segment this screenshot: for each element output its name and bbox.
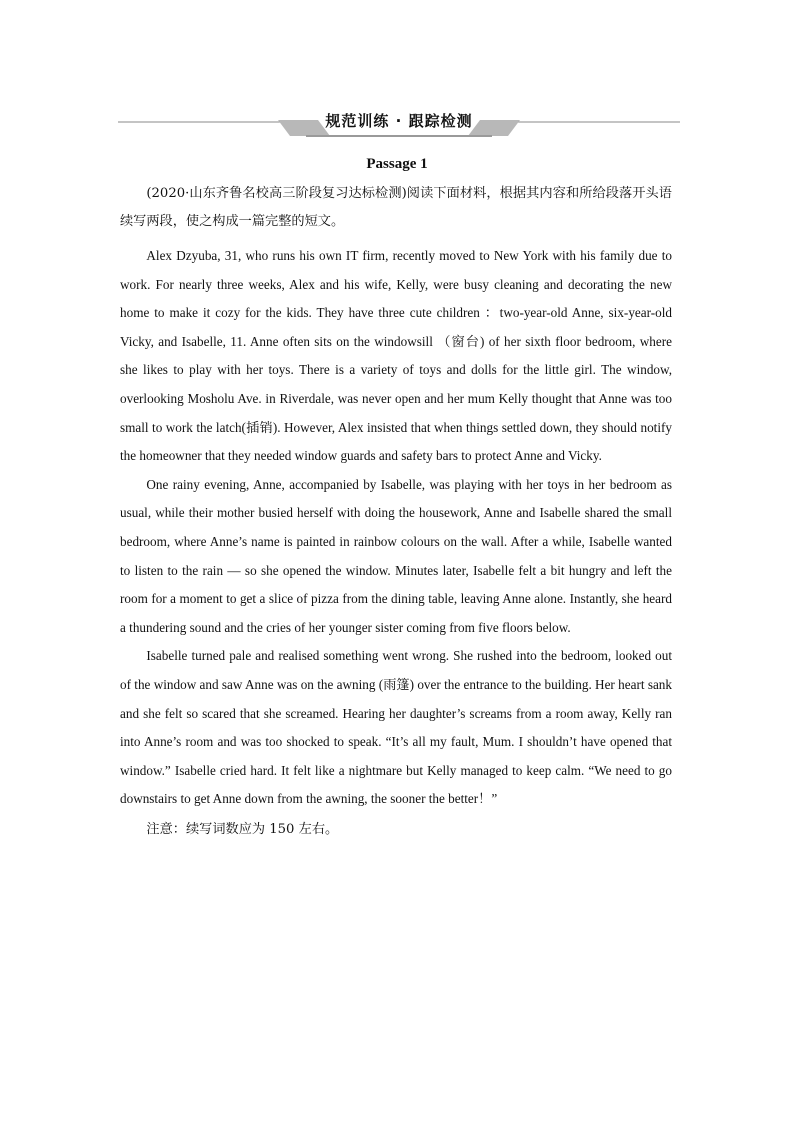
- page-header: [118, 104, 680, 140]
- passage-title: Passage 1: [366, 156, 428, 172]
- passage-paragraph-3: Isabelle turned pale and realised something went wrong. She rushed into the bedroom, looked out of the window and saw Anne was on the awning (雨篷) over the entrance to the building. Her heart sank and she felt so scared that she screamed. Hearing her daughter’s screams from a room away, Kelly ran into Anne’s room and was too shocked to speak. “It’s all my fault, Mum. I shouldn’t have opened that window.” Isabelle cried hard. It felt like a nightmare but Kelly managed to keep calm. “We need to go downstairs to get Anne down from the awning, the sooner the better！”: [120, 648, 672, 807]
- passage-content: [120, 180, 672, 844]
- passage-paragraph-1: Alex Dzyuba, 31, who runs his own IT firm, recently moved to New York with his family due to work. For nearly three weeks, Alex and his wife, Kelly, were busy cleaning and decorating the new home to make it cozy for the kids. They have three cute children ：two-year-old Anne, six-year-old Vicky, and Isabelle, 11. Anne often sits on the windowsill （窗台) of her sixth floor bedroom, where she likes to play with her toys. There is a variety of toys and dolls for the little girl. The window, overlooking Mosholu Ave. in Riverdale, was never open and her mum Kelly thought that Anne was too small to work the latch(插销). However, Alex insisted that when things settled down, they should notify the homeowner that they needed window guards and safety bars to protect Anne and Vicky.: [120, 248, 672, 464]
- header-title: 规范训练 · 跟踪检测: [325, 112, 473, 130]
- passage-paragraph-2: One rainy evening, Anne, accompanied by Isabelle, was playing with her toys in her bedroom as usual, while their mother busied herself with doing the housework, Anne and Isabelle shared the small bedroom, where Anne’s name is painted in rainbow colours on the wall. After a while, Isabelle wanted to listen to the rain — so she opened the window. Minutes later, Isabelle felt a bit hungry and left the room for a moment to get a slice of pizza from the dining table, leaving Anne alone. Instantly, she heard a thundering sound and the cries of her younger sister coming from five floors below.: [120, 476, 672, 635]
- word-count-note: 注意：续写词数应为 150 左右。: [146, 821, 339, 837]
- instruction-text: (2020·山东齐鲁名校高三阶段复习达标检测)阅读下面材料，根据其内容和所给段落开头语续写两段，使之构成一篇完整的短文。: [120, 186, 672, 229]
